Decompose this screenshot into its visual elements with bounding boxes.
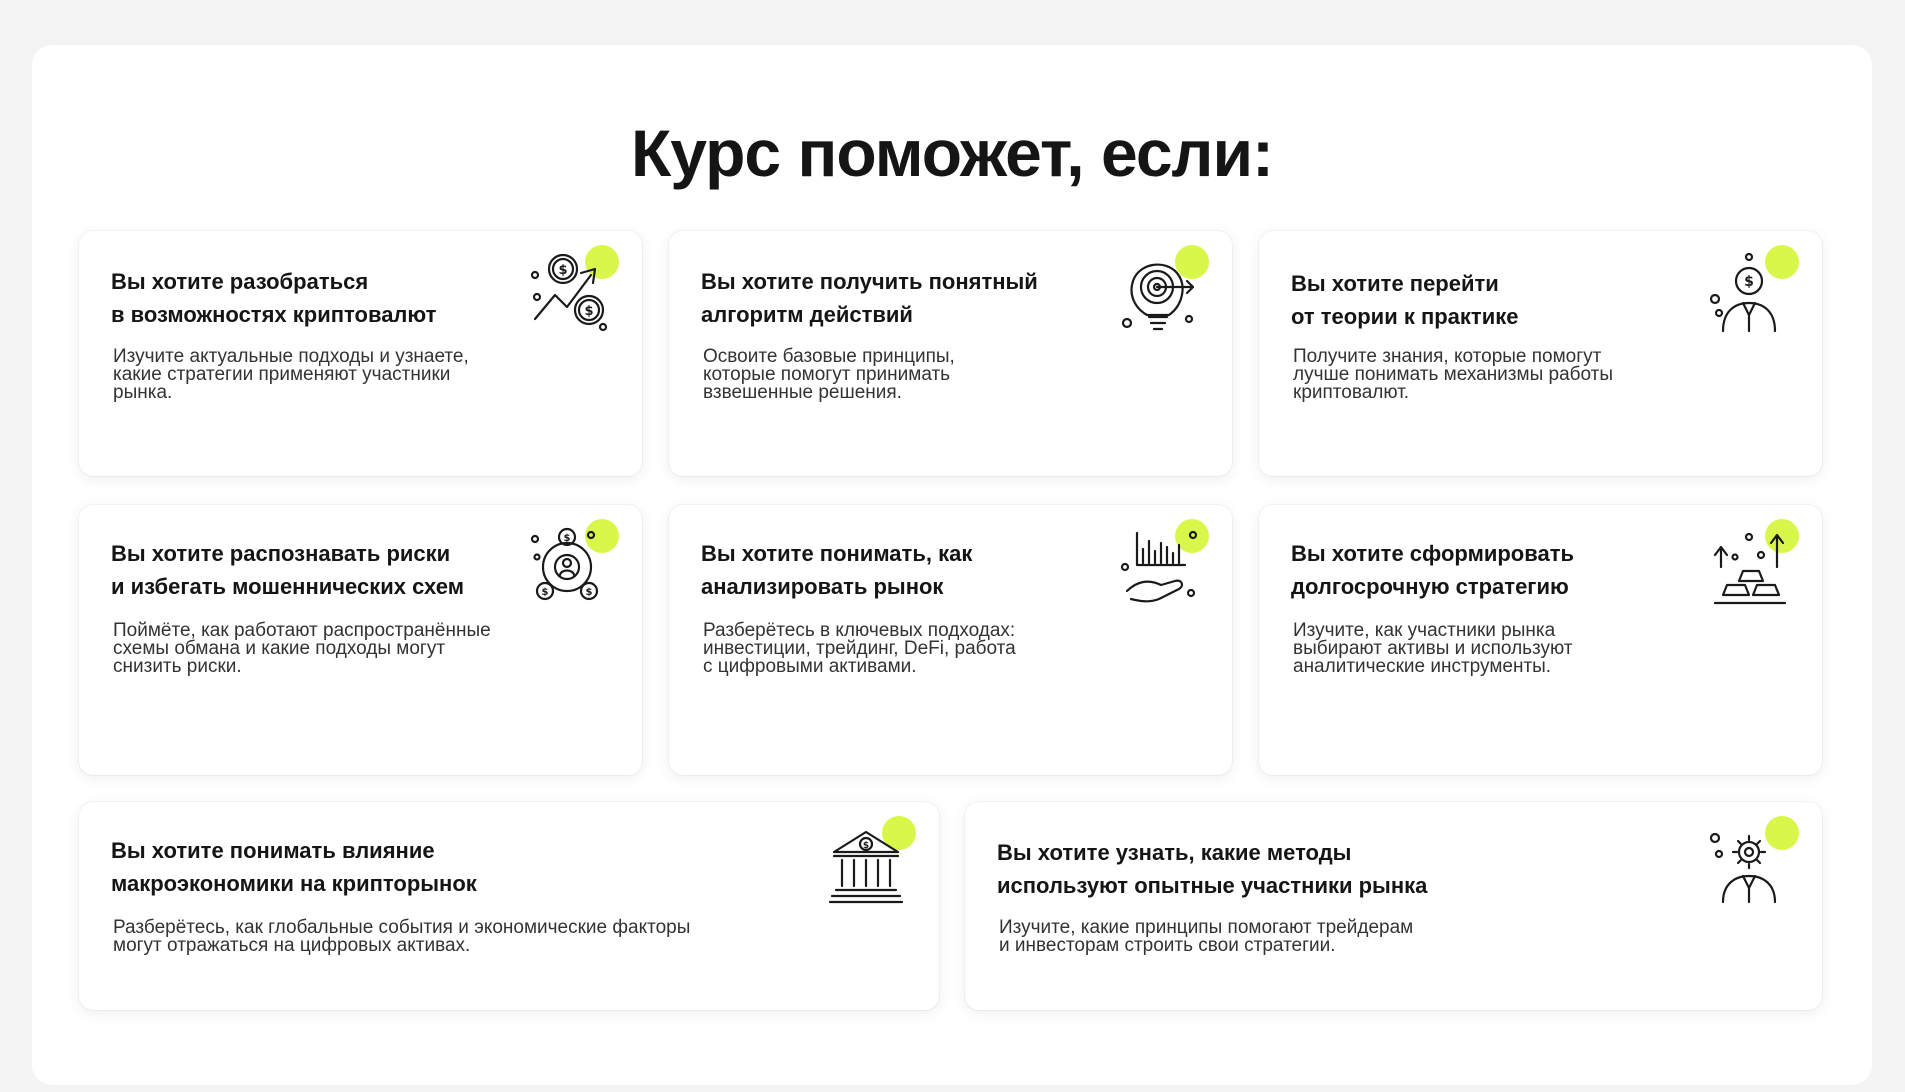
card-macroeconomics <box>79 802 939 1010</box>
card-description: Изучите актуальные подходы и узнаете, какие стратегии применяют участники рынка. <box>113 346 469 403</box>
coin-symbol: $ <box>584 304 594 319</box>
lightbulb-target-icon <box>1119 253 1201 335</box>
card-risk-recognition <box>79 505 642 775</box>
person-network-coins-icon <box>529 527 611 609</box>
coin-symbol: $ <box>558 263 568 278</box>
coin-symbol: $ <box>563 533 571 544</box>
page-title: Курс поможет, если: <box>631 116 1273 190</box>
card-title: Вы хотите понимать, как анализировать рынок <box>701 541 973 599</box>
coin-symbol: $ <box>541 587 549 598</box>
bank-building-icon <box>826 824 908 906</box>
card-title: Вы хотите разобраться в возможностях криптовалют <box>111 269 437 327</box>
card-title: Вы хотите сформировать долгосрочную стратегию <box>1291 541 1575 599</box>
card-title: Вы хотите перейти от теории к практике <box>1291 271 1519 329</box>
card-action-algorithm <box>669 231 1232 476</box>
businessman-dollar-icon <box>1709 253 1791 335</box>
card-description: Разберётесь, как глобальные события и экономические факторы могут отражаться на цифровых активах. <box>113 917 691 956</box>
card-crypto-opportunities <box>79 231 642 476</box>
card-expert-methods <box>965 802 1822 1010</box>
card-description: Разберётесь в ключевых подходах: инвестиции, трейдинг, DeFi, работа с цифровыми активами. <box>703 620 1016 677</box>
coin-symbol: $ <box>862 841 870 851</box>
card-description: Поймёте, как работают распространённые схемы обмана и какие подходы могут снизить риски. <box>113 620 491 677</box>
coin-symbol: $ <box>1744 274 1754 290</box>
content-panel <box>32 45 1872 1085</box>
hand-chart-icon <box>1119 527 1201 609</box>
card-description: Получите знания, которые помогут лучше понимать механизмы работы криптовалют. <box>1293 346 1614 403</box>
growth-arrow-coins-icon <box>529 253 611 335</box>
card-title: Вы хотите узнать, какие методы используют опытные участники рынка <box>997 840 1428 898</box>
card-title: Вы хотите понимать влияние макроэкономики на крипторынок <box>111 838 477 896</box>
card-long-term-strategy <box>1259 505 1822 775</box>
card-description: Изучите, какие принципы помогают трейдерам и инвесторам строить свои стратегии. <box>999 917 1414 956</box>
businessman-gear-icon <box>1709 824 1791 906</box>
card-title: Вы хотите распознавать риски и избегать мошеннических схем <box>111 541 464 599</box>
card-theory-to-practice <box>1259 231 1822 476</box>
card-market-analysis <box>669 505 1232 775</box>
card-description: Изучите, как участники рынка выбирают активы и используют аналитические инструменты. <box>1293 620 1573 677</box>
card-description: Освоите базовые принципы, которые помогут принимать взвешенные решения. <box>703 346 955 403</box>
card-title: Вы хотите получить понятный алгоритм действий <box>701 269 1038 327</box>
coin-symbol: $ <box>585 587 593 598</box>
gold-bars-arrows-icon <box>1709 527 1791 609</box>
